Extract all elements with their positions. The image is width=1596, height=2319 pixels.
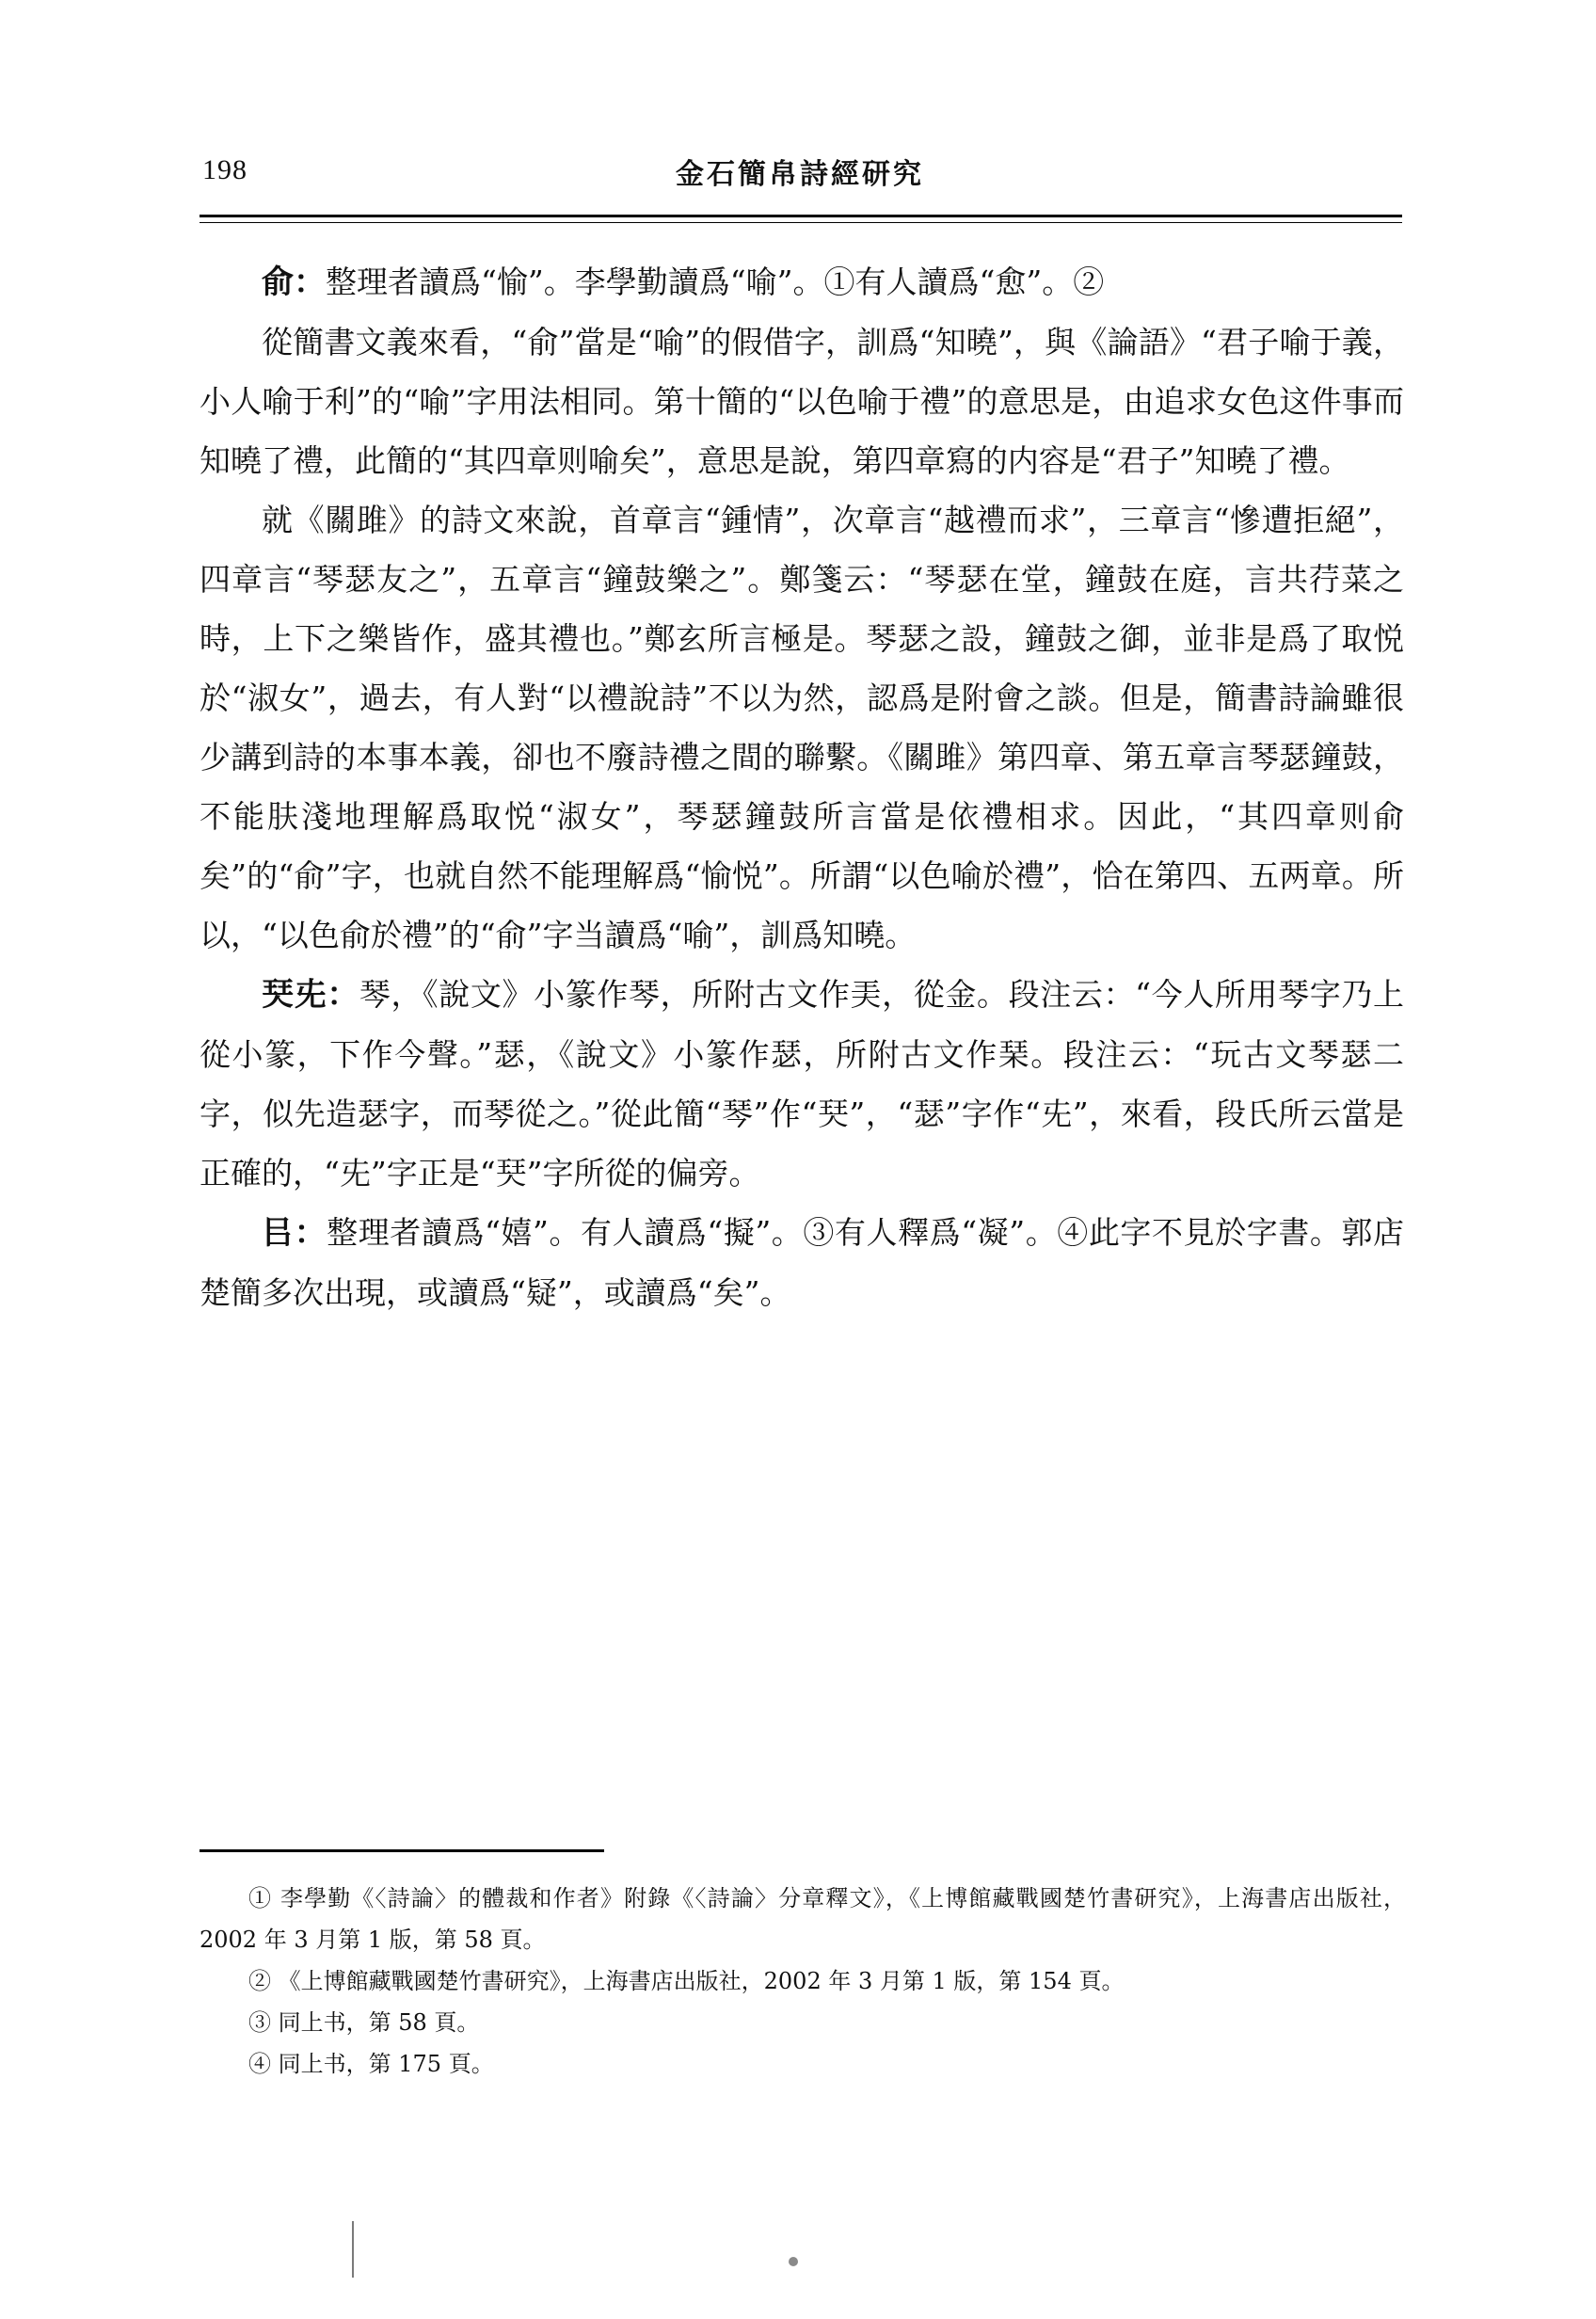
- paragraph-text-2: 就《關雎》的詩文來說，首章言“鍾情”，次章言“越禮而求”，三章言“慘遭拒絕”，四章言“琴瑟友之”，五章言“鐘鼓樂之”。鄭箋云：“琴瑟在堂，鐘鼓在庭，言共荇菜之時，上下之樂皆作，盛其禮也。”鄭玄所言極是。琴瑟之設，鐘鼓之御，並非是爲了取悦於“淑女”，過去，有人對“以禮說詩”不以为然，認爲是附會之談。但是，簡書詩論雖很少講到詩的本事本義，卻也不廢詩禮之間的聯繫。《關雎》第四章、第五章言琴瑟鐘鼓，不能肤淺地理解爲取悦“淑女”，琴瑟鐘鼓所言當是依禮相求。因此，“其四章则俞矣”的“俞”字，也就自然不能理解爲“愉悦”。所謂“以色喻於禮”，恰在第四、五两章。所以，“以色俞於禮”的“俞”字当讀爲“喻”，訓爲知曉。: [200, 502, 1404, 953]
- entry-lead-qinse: 珡兂：: [262, 976, 359, 1014]
- footnote-item: [200, 2043, 1406, 2085]
- page-number: 198: [202, 154, 247, 185]
- footnote-text-3: 同上书，第 58 頁。: [278, 2009, 480, 2036]
- running-title: 金石簡帛詩經研究: [676, 158, 924, 191]
- entry-body-yu: 整理者讀爲“愉”。李學勤讀爲“喻”。①有人讀爲“愈”。②: [326, 264, 1105, 300]
- footnote-marker-3: ③: [248, 2009, 271, 2036]
- header-rule-thick: [200, 215, 1402, 217]
- paragraph-yi-entry: [200, 1203, 1404, 1322]
- footnote-item: [200, 2002, 1406, 2043]
- entry-lead-yi: 㠯：: [262, 1214, 327, 1252]
- scan-spine-mark: [352, 2221, 354, 2278]
- footnote-text-4: 同上书，第 175 頁。: [278, 2051, 494, 2077]
- footnote-marker-2: ②: [248, 1968, 271, 1994]
- paragraph-jianshu-wenyi: [200, 312, 1404, 490]
- footnote-text-1: 李學勤《〈詩論〉的體裁和作者》附錄《〈詩論〉分章釋文》，《上博館藏戰國楚竹書研究》，上海書店出版社，2002 年 3 月第 1 版，第 58 頁。: [200, 1885, 1407, 1953]
- body-text-column: [200, 252, 1404, 1322]
- scan-artifact-dot: [789, 2257, 798, 2266]
- paragraph-yu-entry: [200, 252, 1404, 312]
- entry-body-qinse: 琴，《說文》小篆作琴，所附古文作㺯，從金。段注云：“今人所用琴字乃上從小篆，下作今聲。”瑟，《說文》小篆作瑟，所附古文作琹。段注云：“玩古文琴瑟二字，似先造瑟字，而琴從之。”從此簡“琴”作“珡”，“瑟”字作“兂”，來看，段氏所云當是正確的，“兂”字正是“珡”字所從的偏旁。: [200, 976, 1405, 1191]
- entry-lead-yu: 俞：: [262, 264, 326, 301]
- footnote-item: [200, 1960, 1406, 2002]
- footnote-marker-1: ①: [248, 1885, 273, 1911]
- header-rule-thin: [200, 222, 1402, 223]
- page-header: [202, 151, 1397, 207]
- footnote-text-2: 《上博館藏戰國楚竹書研究》，上海書店出版社，2002 年 3 月第 1 版，第 154 頁。: [278, 1968, 1125, 1994]
- paragraph-text-1: 從簡書文義來看，“俞”當是“喻”的假借字，訓爲“知曉”，與《論語》“君子喻于義，小人喻于利”的“喻”字用法相同。第十簡的“以色喻于禮”的意思是，由追求女色这件事而知曉了禮，此簡的“其四章则喻矣”，意思是說，第四章寫的内容是“君子”知曉了禮。: [200, 324, 1404, 479]
- footnote-separator-rule: [200, 1849, 604, 1852]
- footnote-item: [200, 1878, 1406, 1960]
- footnote-list: [200, 1878, 1406, 2085]
- entry-body-yi: 整理者讀爲“嬉”。有人讀爲“擬”。③有人釋爲“凝”。④此字不見於字書。郭店楚簡多次出現，或讀爲“疑”，或讀爲“矣”。: [200, 1214, 1404, 1311]
- paragraph-guanju-shiwen: [200, 490, 1404, 965]
- paragraph-qinse-entry: [200, 965, 1404, 1203]
- footnote-marker-4: ④: [248, 2051, 271, 2077]
